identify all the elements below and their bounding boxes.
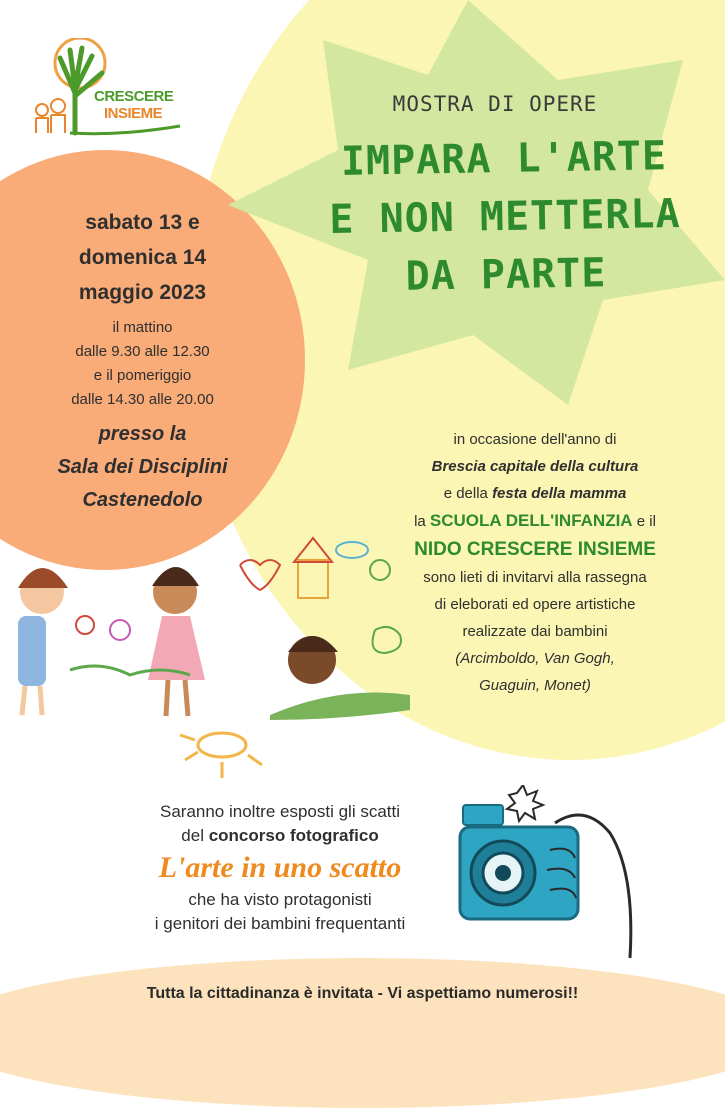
logo-text-crescere: CRESCERE [94, 88, 174, 105]
artists-line: (Arcimboldo, Van Gogh, [455, 650, 615, 667]
footer-invitation: Tutta la cittadinanza è invitata - Vi aspettiamo numerosi!! [146, 985, 579, 1002]
house-drawing [294, 538, 390, 598]
heart-drawing [240, 560, 280, 590]
invite-line: di eleborati ed opere artistiche [434, 596, 636, 613]
invite-line: realizzate dai bambini [462, 623, 608, 640]
crescere-insieme-logo [30, 38, 190, 138]
title-line: IMPARA L'ARTE [340, 133, 668, 185]
invite-line: in occasione dell'anno di [453, 431, 617, 448]
photo-contest-text [95, 800, 465, 936]
sun-drawing [180, 733, 262, 778]
invite-line: sono lieti di invitarvi alla rassegna [423, 569, 647, 586]
title-line: E NON METTERLA [329, 190, 681, 244]
invite-text: e della [443, 485, 493, 502]
flash-icon [507, 785, 543, 821]
photo-line: Saranno inoltre esposti gli scatti [159, 802, 401, 821]
footer-band [0, 958, 725, 1108]
hours-line: e il pomeriggio [93, 367, 192, 384]
nursery-name: NIDO CRESCERE INSIEME [414, 539, 656, 560]
hours-line: dalle 9.30 alle 12.30 [75, 343, 210, 360]
photo-text: del [181, 826, 209, 845]
photo-line: che ha visto protagonisti [188, 890, 372, 909]
invite-emphasis: festa della mamma [492, 485, 627, 502]
girl-middle [148, 567, 205, 716]
venue-line: Castenedolo [82, 489, 203, 511]
venue-line: Sala dei Disciplini [57, 456, 228, 478]
event-subtitle: MOSTRA DI OPERE [392, 92, 598, 116]
hours-line: il mattino [112, 319, 173, 336]
photo-line: i genitori dei bambini frequentanti [154, 914, 406, 933]
date-line: sabato 13 e [85, 211, 200, 234]
hours-line: dalle 14.30 alle 20.00 [71, 391, 214, 408]
cat-drawing [373, 627, 401, 653]
photo-line [95, 824, 465, 848]
date-line: domenica 14 [78, 246, 207, 269]
camera-icon [455, 785, 645, 960]
logo-text-insieme: INSIEME [104, 105, 163, 122]
children-drawing-illustration [0, 520, 440, 790]
event-title [309, 127, 702, 308]
photo-contest-title: L'arte in uno scatto [158, 851, 402, 884]
invite-emphasis: Brescia capitale della cultura [431, 458, 639, 475]
date-block [30, 205, 255, 517]
title-line: DA PARTE [405, 250, 607, 300]
artists-line: Guaguin, Monet) [479, 677, 591, 694]
date-line: maggio 2023 [78, 281, 207, 304]
girl-left [18, 568, 68, 715]
photo-emphasis: concorso fotografico [208, 826, 379, 845]
venue-line: presso la [98, 423, 187, 445]
invite-text: la [414, 513, 430, 530]
invite-line [360, 480, 710, 507]
invite-line [360, 453, 710, 480]
boy-lying [270, 636, 410, 720]
invite-text: e il [632, 513, 656, 530]
school-name: SCUOLA DELL'INFANZIA [429, 511, 633, 530]
